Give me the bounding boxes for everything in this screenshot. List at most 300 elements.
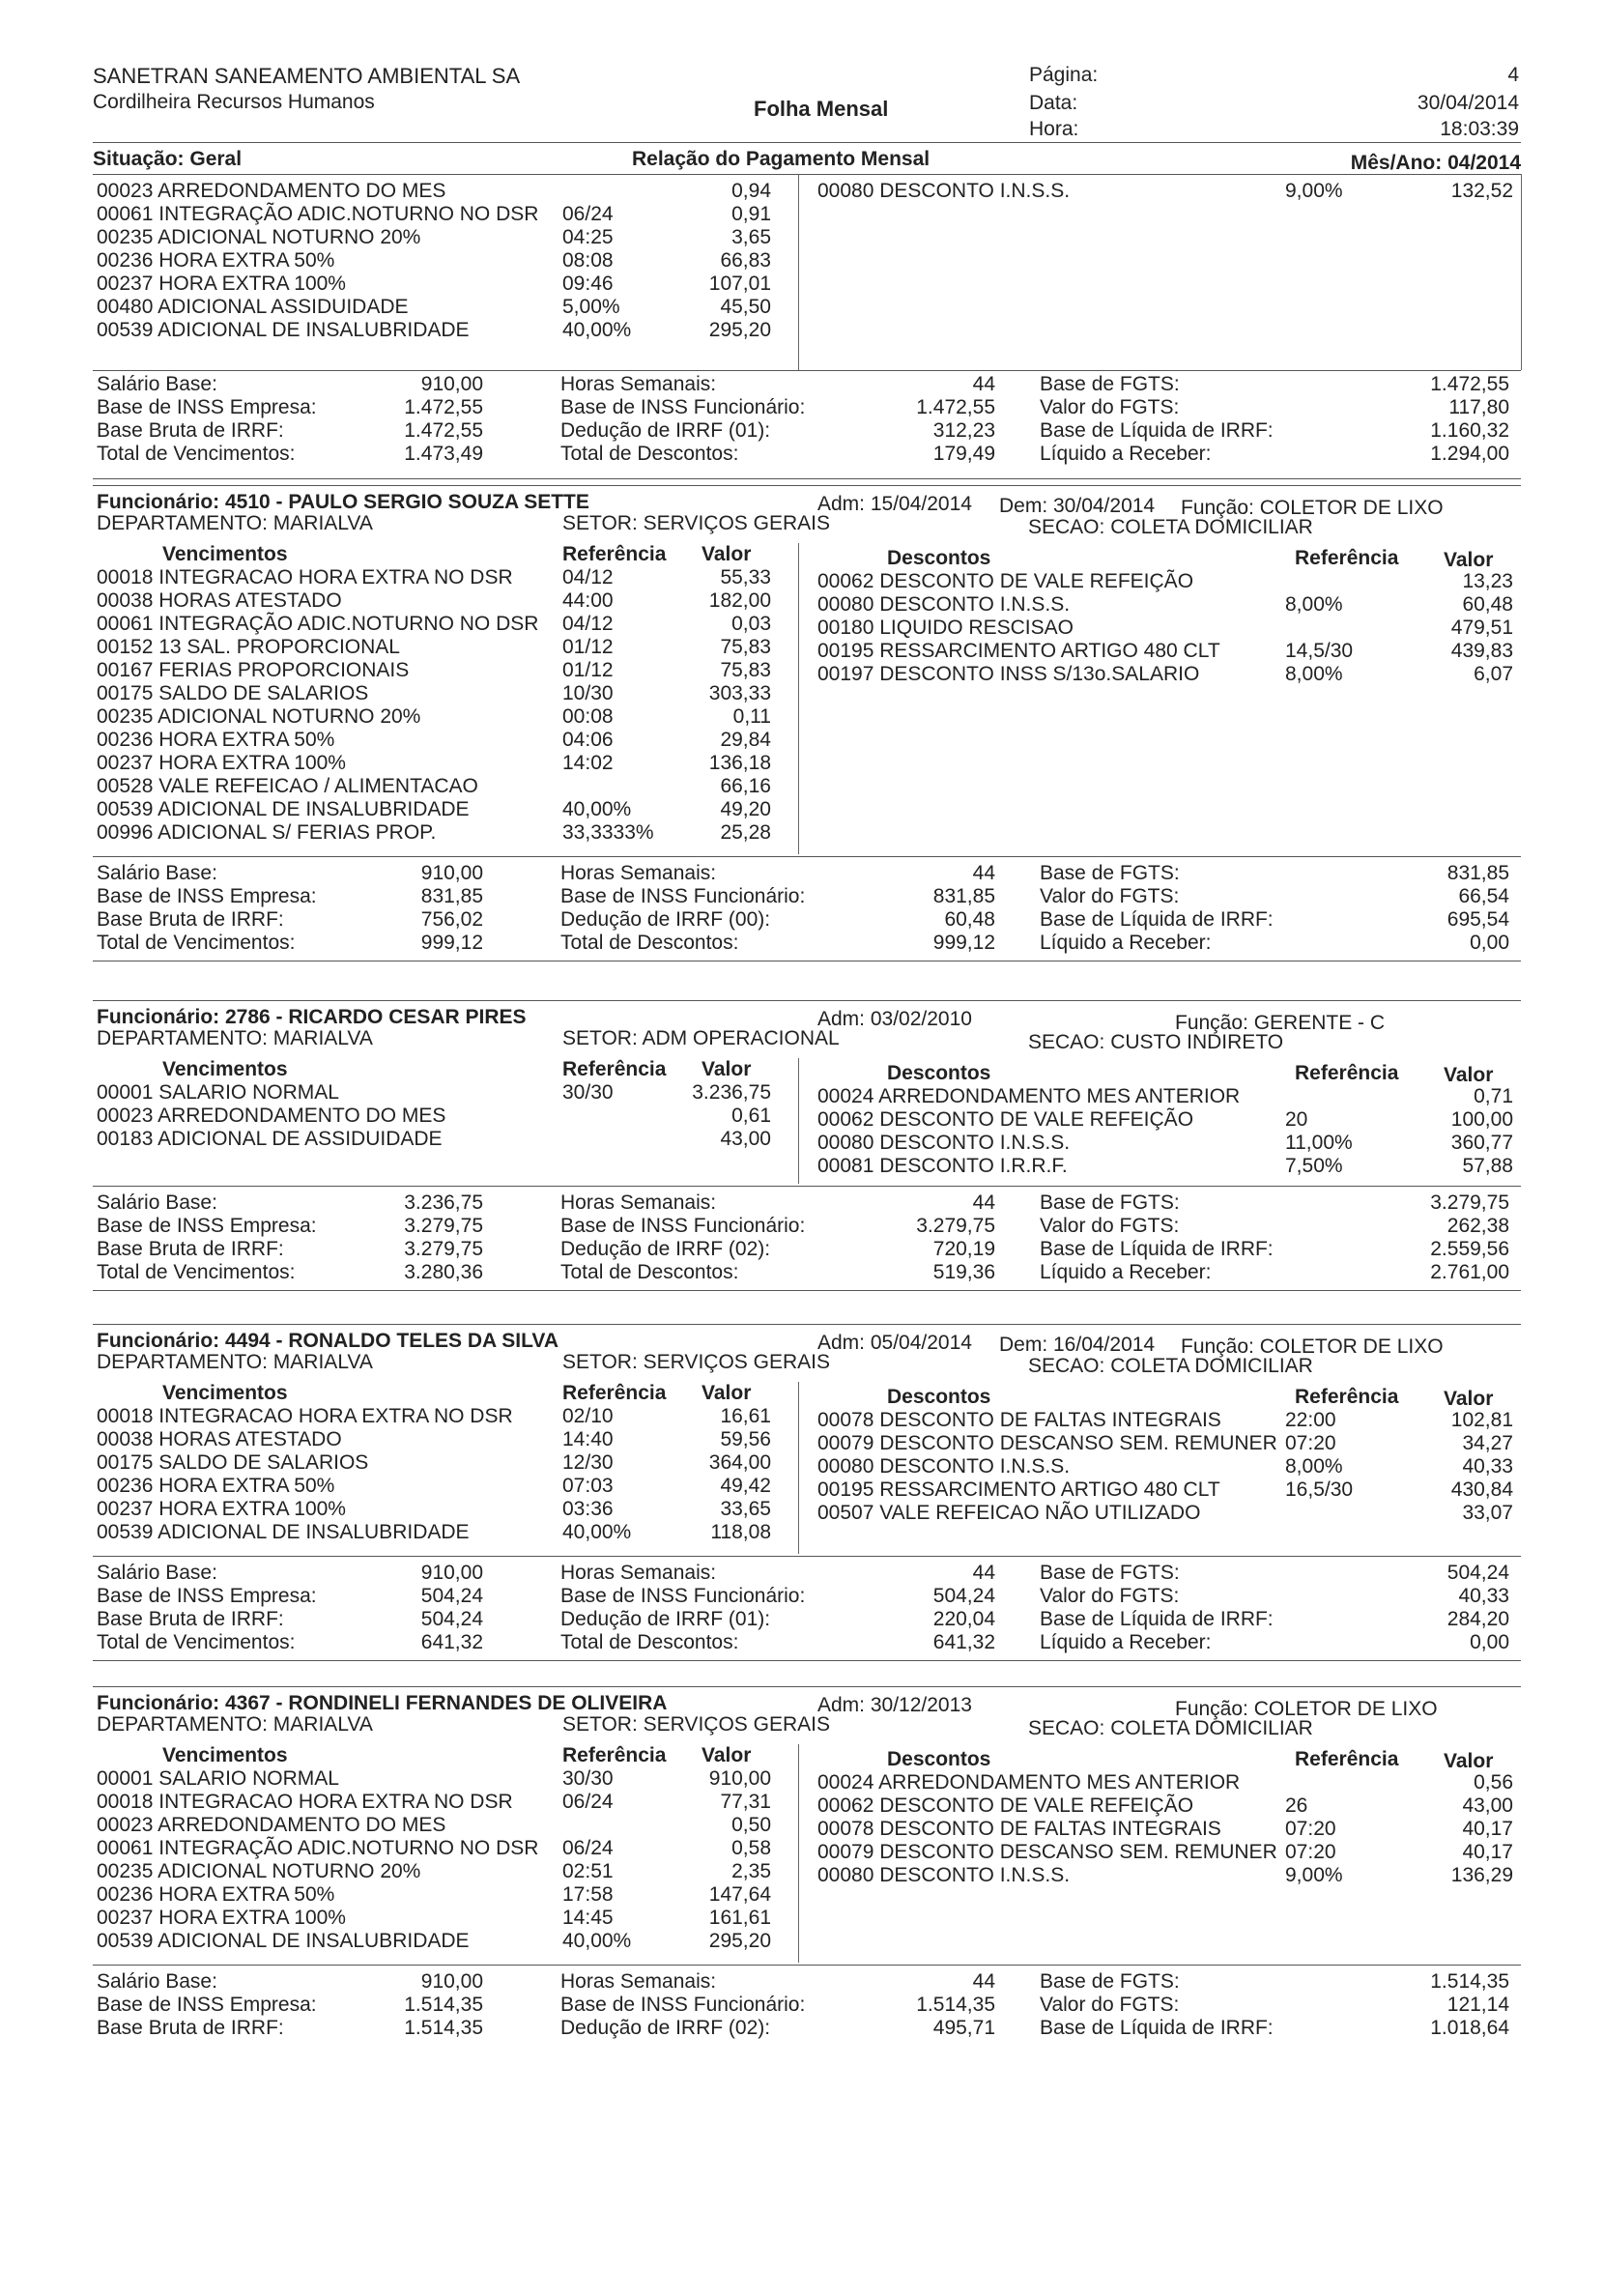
base-inss-empresa-label: Base de INSS Empresa: (97, 1585, 317, 1607)
vencimento-description: 00061 INTEGRAÇÃO ADIC.NOTURNO NO DSR (97, 613, 539, 635)
desconto-description: 00080 DESCONTO I.N.S.S. (817, 1132, 1071, 1154)
employee-title: Funcionário: 4367 - RONDINELI FERNANDES DE OLIVEIRA (97, 1692, 668, 1714)
vencimento-value: 0,58 (731, 1837, 771, 1859)
report-time: 18:03:39 (1440, 118, 1519, 140)
vencimento-description: 00175 SALDO DE SALARIOS (97, 1451, 369, 1474)
vencimento-value: 0,03 (731, 613, 771, 635)
base-fgts-value: 1.472,55 (1430, 373, 1509, 395)
employee-department: DEPARTAMENTO: MARIALVA (97, 1713, 373, 1736)
admission-date: Adm: 15/04/2014 (817, 493, 972, 515)
block-top-line (93, 174, 1521, 175)
base-inss-func-value: 831,85 (932, 885, 995, 907)
base-inss-empresa-label: Base de INSS Empresa: (97, 1215, 317, 1237)
vencimento-description: 00183 ADICIONAL DE ASSIDUIDADE (97, 1128, 443, 1150)
desconto-description: 00507 VALE REFEICAO NÃO UTILIZADO (817, 1502, 1201, 1524)
desconto-value: 100,00 (1450, 1108, 1513, 1131)
vencimento-description: 00038 HORAS ATESTADO (97, 1428, 342, 1450)
vencimento-reference: 01/12 (562, 636, 614, 658)
date-label: Data: (1029, 92, 1078, 114)
vencimento-value: 45,50 (720, 296, 771, 318)
base-liquida-irrf-value: 695,54 (1446, 908, 1509, 931)
desconto-description: 00078 DESCONTO DE FALTAS INTEGRAIS (817, 1409, 1221, 1431)
base-liquida-irrf-value: 1.018,64 (1430, 2017, 1509, 2039)
descontos-valor-header: Valor (1444, 1750, 1494, 1772)
vencimento-description: 00539 ADICIONAL DE INSALUBRIDADE (97, 798, 470, 820)
vencimento-reference: 14:45 (562, 1907, 614, 1929)
horas-semanais-label: Horas Semanais: (560, 1970, 717, 1993)
base-bruta-irrf-label: Base Bruta de IRRF: (97, 908, 284, 931)
valor-fgts-label: Valor do FGTS: (1040, 1994, 1180, 2016)
horas-semanais-label: Horas Semanais: (560, 373, 717, 395)
desconto-description: 00062 DESCONTO DE VALE REFEIÇÃO (817, 1108, 1194, 1131)
admission-date: Adm: 05/04/2014 (817, 1332, 972, 1354)
vencimento-reference: 04:25 (562, 226, 614, 248)
total-vencimentos-label: Total de Vencimentos: (97, 1631, 296, 1653)
block-top-line (93, 485, 1521, 486)
vencimento-description: 00018 INTEGRACAO HORA EXTRA NO DSR (97, 1791, 513, 1813)
total-descontos-label: Total de Descontos: (560, 932, 739, 954)
vencimento-value: 3.236,75 (692, 1081, 771, 1104)
salario-base-value: 910,00 (420, 862, 483, 884)
desconto-value: 0,56 (1474, 1771, 1513, 1794)
vencimento-reference: 06/24 (562, 1837, 614, 1859)
vencimento-description: 00237 HORA EXTRA 100% (97, 1907, 346, 1929)
total-vencimentos-label: Total de Vencimentos: (97, 932, 296, 954)
vencimento-value: 3,65 (731, 226, 771, 248)
vencimento-reference: 17:58 (562, 1883, 614, 1906)
desconto-value: 136,29 (1450, 1864, 1513, 1886)
base-inss-func-value: 1.472,55 (916, 396, 995, 418)
employee-section: SECAO: COLETA DOMICILIAR (1028, 1355, 1313, 1377)
page-number: 4 (1507, 64, 1519, 86)
employee-department: DEPARTAMENTO: MARIALVA (97, 512, 373, 534)
base-inss-empresa-value: 504,24 (420, 1585, 483, 1607)
vencimento-reference: 12/30 (562, 1451, 614, 1474)
relacao-label: Relação do Pagamento Mensal (632, 148, 931, 170)
vencimento-reference: 09:46 (562, 273, 614, 295)
descontos-valor-header: Valor (1444, 549, 1494, 571)
base-inss-empresa-value: 831,85 (420, 885, 483, 907)
vencimento-description: 00038 HORAS ATESTADO (97, 589, 342, 612)
base-liquida-irrf-label: Base de Líquida de IRRF: (1040, 2017, 1274, 2039)
column-divider (798, 1744, 799, 1963)
vencimento-reference: 08:08 (562, 249, 614, 272)
salario-base-label: Salário Base: (97, 1970, 217, 1993)
desconto-description: 00024 ARREDONDAMENTO MES ANTERIOR (817, 1085, 1241, 1107)
desconto-description: 00080 DESCONTO I.N.S.S. (817, 1455, 1071, 1478)
vencimento-description: 00023 ARREDONDAMENTO DO MES (97, 1105, 446, 1127)
base-bruta-irrf-label: Base Bruta de IRRF: (97, 1238, 284, 1260)
employee-section: SECAO: COLETA DOMICILIAR (1028, 1717, 1313, 1739)
vencimento-description: 00237 HORA EXTRA 100% (97, 273, 346, 295)
vencimento-reference: 10/30 (562, 682, 614, 704)
base-fgts-value: 1.514,35 (1430, 1970, 1509, 1993)
vencimento-description: 00236 HORA EXTRA 50% (97, 249, 335, 272)
base-liquida-irrf-label: Base de Líquida de IRRF: (1040, 1238, 1274, 1260)
base-bruta-irrf-value: 1.514,35 (404, 2017, 483, 2039)
base-fgts-value: 831,85 (1446, 862, 1509, 884)
employee-section: SECAO: CUSTO INDIRETO (1028, 1031, 1284, 1053)
vencimentos-header: Vencimentos (162, 1744, 288, 1766)
vencimento-description: 00235 ADICIONAL NOTURNO 20% (97, 705, 421, 728)
desconto-reference: 8,00% (1285, 663, 1343, 685)
vencimento-description: 00023 ARREDONDAMENTO DO MES (97, 1814, 446, 1836)
desconto-value: 479,51 (1450, 617, 1513, 639)
desconto-reference: 07:20 (1285, 1841, 1336, 1863)
base-inss-func-label: Base de INSS Funcionário: (560, 396, 806, 418)
valor-fgts-label: Valor do FGTS: (1040, 396, 1180, 418)
vencimento-value: 43,00 (720, 1128, 771, 1150)
base-liquida-irrf-value: 1.160,32 (1430, 419, 1509, 442)
vencimento-description: 00235 ADICIONAL NOTURNO 20% (97, 226, 421, 248)
horas-semanais-value: 44 (972, 1562, 995, 1584)
vencimento-reference: 01/12 (562, 659, 614, 681)
vencimento-description: 00539 ADICIONAL DE INSALUBRIDADE (97, 1521, 470, 1543)
desconto-value: 40,33 (1462, 1455, 1513, 1478)
vencimento-reference: 5,00% (562, 296, 620, 318)
liquido-receber-value: 0,00 (1470, 932, 1509, 954)
column-divider (798, 174, 799, 370)
liquido-receber-value: 2.761,00 (1430, 1261, 1509, 1283)
vencimento-value: 182,00 (708, 589, 771, 612)
column-divider (798, 543, 799, 854)
deducao-value: 312,23 (932, 419, 995, 442)
vencimento-value: 161,61 (708, 1907, 771, 1929)
base-fgts-label: Base de FGTS: (1040, 1970, 1180, 1993)
horas-semanais-label: Horas Semanais: (560, 1191, 717, 1214)
salario-base-value: 3.236,75 (404, 1191, 483, 1214)
desconto-value: 360,77 (1450, 1132, 1513, 1154)
report-title: Folha Mensal (754, 97, 889, 121)
base-fgts-value: 504,24 (1446, 1562, 1509, 1584)
vencimento-description: 00167 FERIAS PROPORCIONAIS (97, 659, 410, 681)
base-inss-func-label: Base de INSS Funcionário: (560, 885, 806, 907)
base-bruta-irrf-value: 1.472,55 (404, 419, 483, 442)
valor-fgts-value: 40,33 (1458, 1585, 1509, 1607)
desconto-value: 34,27 (1462, 1432, 1513, 1454)
vencimento-value: 66,83 (720, 249, 771, 272)
company-subtitle: Cordilheira Recursos Humanos (93, 91, 375, 113)
base-liquida-irrf-label: Base de Líquida de IRRF: (1040, 1608, 1274, 1630)
base-liquida-irrf-value: 284,20 (1446, 1608, 1509, 1630)
vencimento-description: 00023 ARREDONDAMENTO DO MES (97, 180, 446, 202)
descontos-referencia-header: Referência (1295, 1062, 1399, 1084)
deducao-value: 220,04 (932, 1608, 995, 1630)
time-label: Hora: (1029, 118, 1079, 140)
employee-title: Funcionário: 2786 - RICARDO CESAR PIRES (97, 1006, 527, 1028)
page-label: Página: (1029, 64, 1099, 86)
salario-base-label: Salário Base: (97, 1191, 217, 1214)
salario-base-value: 910,00 (420, 1562, 483, 1584)
desconto-description: 00062 DESCONTO DE VALE REFEIÇÃO (817, 570, 1194, 592)
base-fgts-label: Base de FGTS: (1040, 1191, 1180, 1214)
vencimentos-valor-header: Valor (702, 543, 752, 565)
summary-top-line (93, 856, 1521, 857)
base-inss-empresa-label: Base de INSS Empresa: (97, 1994, 317, 2016)
total-descontos-label: Total de Descontos: (560, 1261, 739, 1283)
deducao-label: Dedução de IRRF (02): (560, 1238, 771, 1260)
total-descontos-value: 519,36 (932, 1261, 995, 1283)
block-bottom-line (93, 1660, 1521, 1661)
vencimentos-valor-header: Valor (702, 1058, 752, 1080)
report-date: 30/04/2014 (1417, 92, 1519, 114)
desconto-reference: 16,5/30 (1285, 1478, 1354, 1501)
total-descontos-label: Total de Descontos: (560, 443, 739, 465)
desconto-value: 33,07 (1462, 1502, 1513, 1524)
vencimento-value: 77,31 (720, 1791, 771, 1813)
situacao-label: Situação: Geral (93, 148, 243, 170)
employee-department: DEPARTAMENTO: MARIALVA (97, 1351, 373, 1373)
desconto-description: 00080 DESCONTO I.N.S.S. (817, 1864, 1071, 1886)
vencimento-reference: 06/24 (562, 203, 614, 225)
desconto-description: 00079 DESCONTO DESCANSO SEM. REMUNER (817, 1841, 1277, 1863)
base-inss-func-value: 504,24 (932, 1585, 995, 1607)
desconto-reference: 26 (1285, 1794, 1308, 1817)
deducao-label: Dedução de IRRF (01): (560, 1608, 771, 1630)
vencimento-value: 29,84 (720, 729, 771, 751)
desconto-reference: 20 (1285, 1108, 1308, 1131)
desconto-value: 439,83 (1450, 640, 1513, 662)
vencimento-description: 00539 ADICIONAL DE INSALUBRIDADE (97, 319, 470, 341)
vencimento-description: 00528 VALE REFEICAO / ALIMENTACAO (97, 775, 478, 797)
total-vencimentos-value: 1.473,49 (404, 443, 483, 465)
base-inss-func-label: Base de INSS Funcionário: (560, 1215, 806, 1237)
vencimento-value: 66,16 (720, 775, 771, 797)
admission-date: Adm: 30/12/2013 (817, 1694, 972, 1716)
vencimentos-valor-header: Valor (702, 1744, 752, 1766)
vencimento-description: 00237 HORA EXTRA 100% (97, 1498, 346, 1520)
vencimento-description: 00018 INTEGRACAO HORA EXTRA NO DSR (97, 1405, 513, 1427)
horas-semanais-value: 44 (972, 1970, 995, 1993)
vencimento-description: 00001 SALARIO NORMAL (97, 1081, 339, 1104)
block-top-line (93, 1000, 1521, 1001)
salario-base-value: 910,00 (420, 1970, 483, 1993)
desconto-reference: 8,00% (1285, 1455, 1343, 1478)
vencimento-value: 49,42 (720, 1475, 771, 1497)
company-name: SANETRAN SANEAMENTO AMBIENTAL SA (93, 64, 521, 88)
block-bottom-line (93, 1290, 1521, 1291)
deducao-value: 495,71 (932, 2017, 995, 2039)
vencimento-description: 00235 ADICIONAL NOTURNO 20% (97, 1860, 421, 1882)
vencimento-value: 16,61 (720, 1405, 771, 1427)
admission-date: Adm: 03/02/2010 (817, 1008, 972, 1030)
vencimento-value: 75,83 (720, 659, 771, 681)
vencimento-value: 295,20 (708, 319, 771, 341)
desconto-value: 43,00 (1462, 1794, 1513, 1817)
base-bruta-irrf-label: Base Bruta de IRRF: (97, 419, 284, 442)
vencimento-value: 0,94 (731, 180, 771, 202)
summary-top-line (93, 1965, 1521, 1966)
employee-function: Função: COLETOR DE LIXO (1181, 1335, 1444, 1358)
descontos-valor-header: Valor (1444, 1388, 1494, 1410)
desconto-reference: 14,5/30 (1285, 640, 1354, 662)
desconto-value: 57,88 (1462, 1155, 1513, 1177)
vencimento-description: 00480 ADICIONAL ASSIDUIDADE (97, 296, 409, 318)
employee-sector: SETOR: SERVIÇOS GERAIS (562, 1713, 830, 1736)
base-inss-func-value: 3.279,75 (916, 1215, 995, 1237)
vencimento-value: 59,56 (720, 1428, 771, 1450)
desconto-description: 00062 DESCONTO DE VALE REFEIÇÃO (817, 1794, 1194, 1817)
deducao-label: Dedução de IRRF (02): (560, 2017, 771, 2039)
salario-base-label: Salário Base: (97, 373, 217, 395)
vencimento-value: 295,20 (708, 1930, 771, 1952)
valor-fgts-value: 121,14 (1446, 1994, 1509, 2016)
base-fgts-label: Base de FGTS: (1040, 862, 1180, 884)
vencimento-value: 0,91 (731, 203, 771, 225)
vencimento-value: 118,08 (710, 1521, 771, 1543)
vencimento-reference: 04/12 (562, 566, 614, 588)
desconto-description: 00024 ARREDONDAMENTO MES ANTERIOR (817, 1771, 1241, 1794)
vencimento-reference: 02:51 (562, 1860, 614, 1882)
base-fgts-label: Base de FGTS: (1040, 373, 1180, 395)
total-vencimentos-value: 999,12 (420, 932, 483, 954)
block-top-line (93, 1686, 1521, 1687)
descontos-header: Descontos (887, 1386, 991, 1408)
base-inss-empresa-value: 1.472,55 (404, 396, 483, 418)
valor-fgts-label: Valor do FGTS: (1040, 885, 1180, 907)
vencimento-reference: 33,3333% (562, 821, 654, 844)
deducao-value: 720,19 (932, 1238, 995, 1260)
descontos-referencia-header: Referência (1295, 1748, 1399, 1770)
desconto-description: 00195 RESSARCIMENTO ARTIGO 480 CLT (817, 1478, 1220, 1501)
horas-semanais-value: 44 (972, 373, 995, 395)
desconto-value: 40,17 (1462, 1818, 1513, 1840)
desconto-description: 00180 LIQUIDO RESCISAO (817, 617, 1074, 639)
total-descontos-label: Total de Descontos: (560, 1631, 739, 1653)
base-inss-empresa-value: 1.514,35 (404, 1994, 483, 2016)
base-liquida-irrf-label: Base de Líquida de IRRF: (1040, 419, 1274, 442)
base-inss-empresa-label: Base de INSS Empresa: (97, 885, 317, 907)
desconto-description: 00195 RESSARCIMENTO ARTIGO 480 CLT (817, 640, 1220, 662)
desconto-description: 00080 DESCONTO I.N.S.S. (817, 180, 1071, 202)
valor-fgts-value: 262,38 (1446, 1215, 1509, 1237)
desconto-value: 132,52 (1450, 180, 1513, 202)
total-vencimentos-value: 641,32 (420, 1631, 483, 1653)
liquido-receber-value: 1.294,00 (1430, 443, 1509, 465)
header-divider (93, 142, 1521, 143)
vencimentos-header: Vencimentos (162, 543, 288, 565)
vencimento-reference: 02/10 (562, 1405, 614, 1427)
desconto-value: 13,23 (1462, 570, 1513, 592)
base-inss-empresa-value: 3.279,75 (404, 1215, 483, 1237)
employee-function: Função: GERENTE - C (1175, 1012, 1386, 1034)
vencimento-value: 147,64 (708, 1883, 771, 1906)
desconto-value: 60,48 (1462, 593, 1513, 616)
valor-fgts-label: Valor do FGTS: (1040, 1215, 1180, 1237)
employee-section: SECAO: COLETA DOMICILIAR (1028, 516, 1313, 538)
vencimento-description: 00539 ADICIONAL DE INSALUBRIDADE (97, 1930, 470, 1952)
desconto-reference: 22:00 (1285, 1409, 1336, 1431)
vencimento-reference: 40,00% (562, 1930, 632, 1952)
vencimento-reference: 00:08 (562, 705, 614, 728)
desconto-value: 6,07 (1474, 663, 1513, 685)
total-descontos-value: 179,49 (932, 443, 995, 465)
descontos-referencia-header: Referência (1295, 547, 1399, 569)
base-fgts-label: Base de FGTS: (1040, 1562, 1180, 1584)
valor-fgts-value: 117,80 (1448, 396, 1509, 418)
desconto-reference: 8,00% (1285, 593, 1343, 616)
vencimento-reference: 14:40 (562, 1428, 614, 1450)
vencimentos-referencia-header: Referência (562, 1382, 667, 1404)
desconto-description: 00197 DESCONTO INSS S/13o.SALARIO (817, 663, 1200, 685)
desconto-reference: 9,00% (1285, 1864, 1343, 1886)
base-bruta-irrf-label: Base Bruta de IRRF: (97, 2017, 284, 2039)
liquido-receber-label: Líquido a Receber: (1040, 1631, 1212, 1653)
dismissal-date: Dem: 30/04/2014 (999, 495, 1156, 517)
liquido-receber-label: Líquido a Receber: (1040, 1261, 1212, 1283)
descontos-valor-header: Valor (1444, 1064, 1494, 1086)
vencimento-value: 55,33 (720, 566, 771, 588)
vencimentos-valor-header: Valor (702, 1382, 752, 1404)
descontos-header: Descontos (887, 1748, 991, 1770)
desconto-description: 00081 DESCONTO I.R.R.F. (817, 1155, 1068, 1177)
vencimento-value: 910,00 (708, 1767, 771, 1790)
dismissal-date: Dem: 16/04/2014 (999, 1334, 1156, 1356)
desconto-reference: 07:20 (1285, 1432, 1336, 1454)
vencimento-value: 0,50 (731, 1814, 771, 1836)
desconto-value: 430,84 (1450, 1478, 1513, 1501)
vencimento-reference: 14:02 (562, 752, 614, 774)
base-inss-func-label: Base de INSS Funcionário: (560, 1585, 806, 1607)
column-divider (798, 1058, 799, 1184)
salario-base-label: Salário Base: (97, 1562, 217, 1584)
employee-function: Função: COLETOR DE LIXO (1175, 1698, 1438, 1720)
employee-function: Função: COLETOR DE LIXO (1181, 497, 1444, 519)
vencimento-reference: 07:03 (562, 1475, 614, 1497)
employee-title: Funcionário: 4494 - RONALDO TELES DA SILVA (97, 1330, 559, 1352)
horas-semanais-label: Horas Semanais: (560, 862, 717, 884)
base-fgts-value: 3.279,75 (1430, 1191, 1509, 1214)
base-bruta-irrf-value: 3.279,75 (404, 1238, 483, 1260)
deducao-label: Dedução de IRRF (01): (560, 419, 771, 442)
liquido-receber-label: Líquido a Receber: (1040, 443, 1212, 465)
total-vencimentos-label: Total de Vencimentos: (97, 443, 296, 465)
vencimento-description: 00237 HORA EXTRA 100% (97, 752, 346, 774)
vencimento-value: 49,20 (720, 798, 771, 820)
liquido-receber-value: 0,00 (1470, 1631, 1509, 1653)
vencimento-value: 33,65 (720, 1498, 771, 1520)
base-liquida-irrf-label: Base de Líquida de IRRF: (1040, 908, 1274, 931)
desconto-reference: 9,00% (1285, 180, 1343, 202)
desconto-value: 0,71 (1474, 1085, 1513, 1107)
vencimento-reference: 40,00% (562, 798, 632, 820)
vencimento-value: 25,28 (720, 821, 771, 844)
vencimento-description: 00236 HORA EXTRA 50% (97, 729, 335, 751)
block-bottom-line (93, 478, 1521, 479)
horas-semanais-value: 44 (972, 862, 995, 884)
vencimentos-referencia-header: Referência (562, 1744, 667, 1766)
mesano-label: Mês/Ano: 04/2014 (1350, 152, 1521, 174)
total-vencimentos-value: 3.280,36 (404, 1261, 483, 1283)
desconto-description: 00078 DESCONTO DE FALTAS INTEGRAIS (817, 1818, 1221, 1840)
employee-sector: SETOR: ADM OPERACIONAL (562, 1027, 840, 1049)
deducao-value: 60,48 (944, 908, 995, 931)
desconto-reference: 7,50% (1285, 1155, 1343, 1177)
base-inss-func-value: 1.514,35 (916, 1994, 995, 2016)
vencimento-reference: 30/30 (562, 1767, 614, 1790)
vencimento-reference: 06/24 (562, 1791, 614, 1813)
vencimento-value: 0,11 (732, 705, 771, 728)
horas-semanais-value: 44 (972, 1191, 995, 1214)
deducao-label: Dedução de IRRF (00): (560, 908, 771, 931)
vencimentos-header: Vencimentos (162, 1058, 288, 1080)
horas-semanais-label: Horas Semanais: (560, 1562, 717, 1584)
vencimento-description: 00236 HORA EXTRA 50% (97, 1475, 335, 1497)
vencimento-description: 00061 INTEGRAÇÃO ADIC.NOTURNO NO DSR (97, 1837, 539, 1859)
descontos-header: Descontos (887, 1062, 991, 1084)
employee-title: Funcionário: 4510 - PAULO SERGIO SOUZA SETTE (97, 491, 589, 513)
vencimento-value: 136,18 (708, 752, 771, 774)
